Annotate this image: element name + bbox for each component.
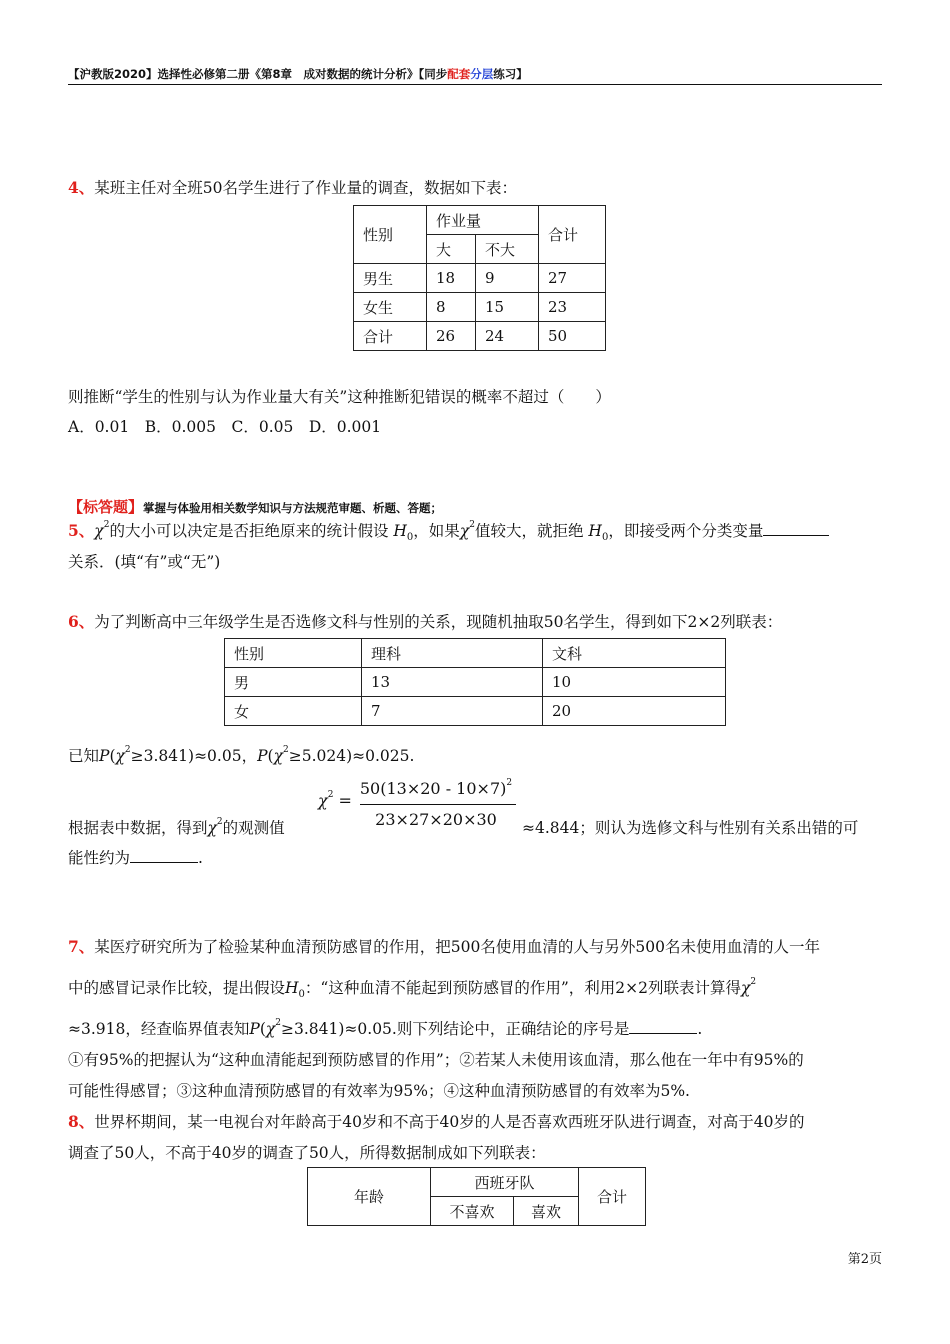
q8-number: 8、: [68, 1112, 95, 1131]
header-part2: 配套: [447, 67, 471, 81]
chi-symbol: χ: [265, 1020, 276, 1038]
table-cell: 7: [362, 697, 543, 726]
table-cell: 8: [427, 293, 476, 322]
q7-choices1: ①有95%的把握认为“这种血清能起到预防感冒的作用”；②若某人未使用该血清，那么他在一年中有95%的: [68, 1051, 804, 1069]
q6-known: 已知$P(\chi^2\ge 3.841)\approx 0.05$，$P(\chi^2\ge 5.024)\approx 0.025$.: [68, 745, 415, 765]
q6-h-science: 理科: [362, 639, 543, 668]
chi-symbol: χ: [459, 522, 470, 540]
q8-h-total: 合计: [579, 1168, 646, 1226]
q8-h-spain: 西班牙队: [431, 1168, 579, 1197]
chi-symbol: χ: [318, 791, 328, 810]
q4-h-notbig: 不大: [476, 235, 539, 264]
q6-numerator-text: 50(13×20 - 10×7): [359, 779, 507, 798]
table-cell: 23: [539, 293, 606, 322]
q6-numerator: $50(13\times 20 - 10\times 7)^2$: [359, 778, 513, 798]
q4-h-gender: 性别: [354, 206, 427, 264]
q5-blank[interactable]: [763, 519, 829, 536]
tag-desc: 掌握与体验用相关数学知识与方法规范审题、析题、答题；: [143, 501, 443, 515]
q7-choices2: 可能性得感冒；③这种血清预防感冒的有效率为95%；④这种血清预防感冒的有效率为5%.: [68, 1082, 690, 1100]
q6-stem: 为了判断高中三年级学生是否选修文科与性别的关系，现随机抽取50名学生，得到如下2×2列联表：: [94, 613, 783, 631]
q6-denominator: 23×27×20×30: [375, 810, 497, 829]
q6-known-b: ≥3.841)≈0.05，: [130, 747, 258, 765]
q5-line2: 关系．(填“有”或“无”): [68, 553, 221, 571]
q5-text1: 的大小可以决定是否拒绝原来的统计假设: [109, 522, 389, 540]
q8-table: [307, 1167, 646, 1226]
q6-line3-text: 能性约为: [68, 849, 131, 867]
page-number: 第2页: [847, 1252, 882, 1267]
table-cell: 9: [476, 264, 539, 293]
table-row: [354, 264, 606, 293]
p-symbol: P: [249, 1020, 260, 1038]
q6-known-a: 已知: [68, 747, 100, 765]
q4-stem-line: [68, 176, 517, 198]
q7-line2b: ：“这种血清不能起到预防感冒的作用”，利用2×2列联表计算得: [304, 979, 741, 997]
q6-number: 6、: [68, 612, 95, 631]
q6-stem-line: [68, 610, 782, 632]
q7-line2: 中的感冒记录作比较，提出假设$H_0$：“这种血清不能起到预防感冒的作用”，利用2×2列联表计算得$\chi^2$: [68, 977, 757, 1001]
tag-label: 【标答题】: [68, 498, 144, 516]
q4-h-workload: 作业量: [427, 206, 539, 235]
q6-h-arts: 文科: [543, 639, 726, 668]
table-cell: 24: [476, 322, 539, 351]
q4-table: [353, 205, 606, 351]
table-cell: 女: [225, 697, 362, 726]
table-row: [354, 322, 606, 351]
q8-h-age: 年龄: [308, 1168, 431, 1226]
q8-line1-text: 世界杯期间，某一电视台对年龄高于40岁和不高于40岁的人是否喜欢西班牙队进行调查，对高于40岁的: [94, 1113, 805, 1131]
header-divider: [68, 84, 882, 85]
chi-symbol: χ: [94, 522, 104, 540]
q6-known-c: ≥5.024)≈0.025.: [288, 747, 415, 765]
q4-question: 则推断“学生的性别与认为作业量大有关”这种推断犯错误的概率不超过（ ）: [68, 388, 611, 406]
h0-symbol: H: [393, 522, 407, 540]
fraction-bar: [360, 804, 516, 805]
header-part4: 练习】: [493, 67, 528, 81]
q6-blank[interactable]: [130, 846, 198, 863]
q7-line3: ≈3.918，经查临界值表知$P(\chi^2\ge 3.841)\approx 0.05$.则下列结论中，正确结论的序号是 .: [68, 1018, 703, 1038]
q6-table: [224, 638, 726, 726]
q7-line1-text: 某医疗研究所为了检验某种血清预防感冒的作用，把500名使用血清的人与另外500名未使用血清的人一年: [94, 938, 820, 956]
chi-symbol: χ: [207, 819, 217, 837]
table-cell: 10: [543, 668, 726, 697]
table-cell: 18: [427, 264, 476, 293]
table-cell: 女生: [354, 293, 427, 322]
h0-symbol: H: [285, 979, 299, 997]
table-cell: 50: [539, 322, 606, 351]
q6-h-gender: 性别: [225, 639, 362, 668]
q4-h-big: 大: [427, 235, 476, 264]
table-row: [225, 668, 726, 697]
table-cell: 男: [225, 668, 362, 697]
q7-line3b: ≥3.841)≈0.05.则下列结论中，正确结论的序号是: [281, 1020, 630, 1038]
section-tag: [68, 496, 442, 517]
q7-line1: [68, 935, 820, 957]
h0-symbol: H: [588, 522, 602, 540]
q7-blank[interactable]: [629, 1017, 697, 1034]
chi-symbol: χ: [115, 747, 125, 765]
q4-h-total: 合计: [539, 206, 606, 264]
header-part3: 分层: [470, 67, 494, 81]
q7-line2a: 中的感冒记录作比较，提出假设: [68, 979, 286, 997]
table-cell: 合计: [354, 322, 427, 351]
table-row: [225, 639, 726, 668]
chi-symbol: χ: [273, 747, 283, 765]
q8-line2: 调查了50人，不高于40岁的调查了50人，所得数据制成如下列联表：: [68, 1144, 546, 1162]
q6-calc-a: 根据表中数据，得到: [68, 819, 208, 837]
table-cell: 13: [362, 668, 543, 697]
q6-calc-a-line: 根据表中数据，得到$\chi^2$的观测值: [68, 817, 285, 837]
q4-stem: 某班主任对全班50名学生进行了作业量的调查，数据如下表：: [94, 179, 518, 197]
q8-h-like: 喜欢: [514, 1197, 579, 1226]
q5-line1: 5、$\chi^2$的大小可以决定是否拒绝原来的统计假设 $H_0$，如果$\chi^2$值较大，就拒绝 $H_0$，即接受两个分类变量: [68, 519, 882, 543]
table-row: [225, 697, 726, 726]
q6-calc-c: ≈4.844；则认为选修文科与性别有关系出错的可: [522, 819, 859, 837]
q5-text4: ，即接受两个分类变量: [608, 522, 764, 540]
table-cell: 15: [476, 293, 539, 322]
table-cell: 26: [427, 322, 476, 351]
p-symbol: P: [99, 747, 110, 765]
q4-number: 4、: [68, 178, 95, 197]
table-cell: 男生: [354, 264, 427, 293]
table-cell: 27: [539, 264, 606, 293]
q5-text2: ，如果: [413, 522, 460, 540]
q6-formula-lhs: $\chi^2$ =: [318, 790, 352, 810]
q5-text3: 值较大，就拒绝: [474, 522, 584, 540]
q7-line3a: ≈3.918，经查临界值表知: [68, 1020, 250, 1038]
q5-number: 5、: [68, 521, 95, 540]
p-symbol: P: [257, 747, 268, 765]
q8-line1: [68, 1110, 804, 1132]
q4-options: A．0.01 B．0.005 C．0.05 D．0.001: [68, 418, 382, 436]
page-header: [68, 66, 882, 82]
chi-symbol: χ: [740, 979, 751, 997]
q6-line3: 能性约为 .: [68, 846, 203, 868]
header-part1: 【沪教版2020】选择性必修第二册《第8章 成对数据的统计分析》【同步: [68, 67, 448, 81]
q7-number: 7、: [68, 937, 95, 956]
q8-h-dislike: 不喜欢: [431, 1197, 514, 1226]
table-row: [354, 293, 606, 322]
table-cell: 20: [543, 697, 726, 726]
q6-calc-b: 的观测值: [222, 819, 285, 837]
